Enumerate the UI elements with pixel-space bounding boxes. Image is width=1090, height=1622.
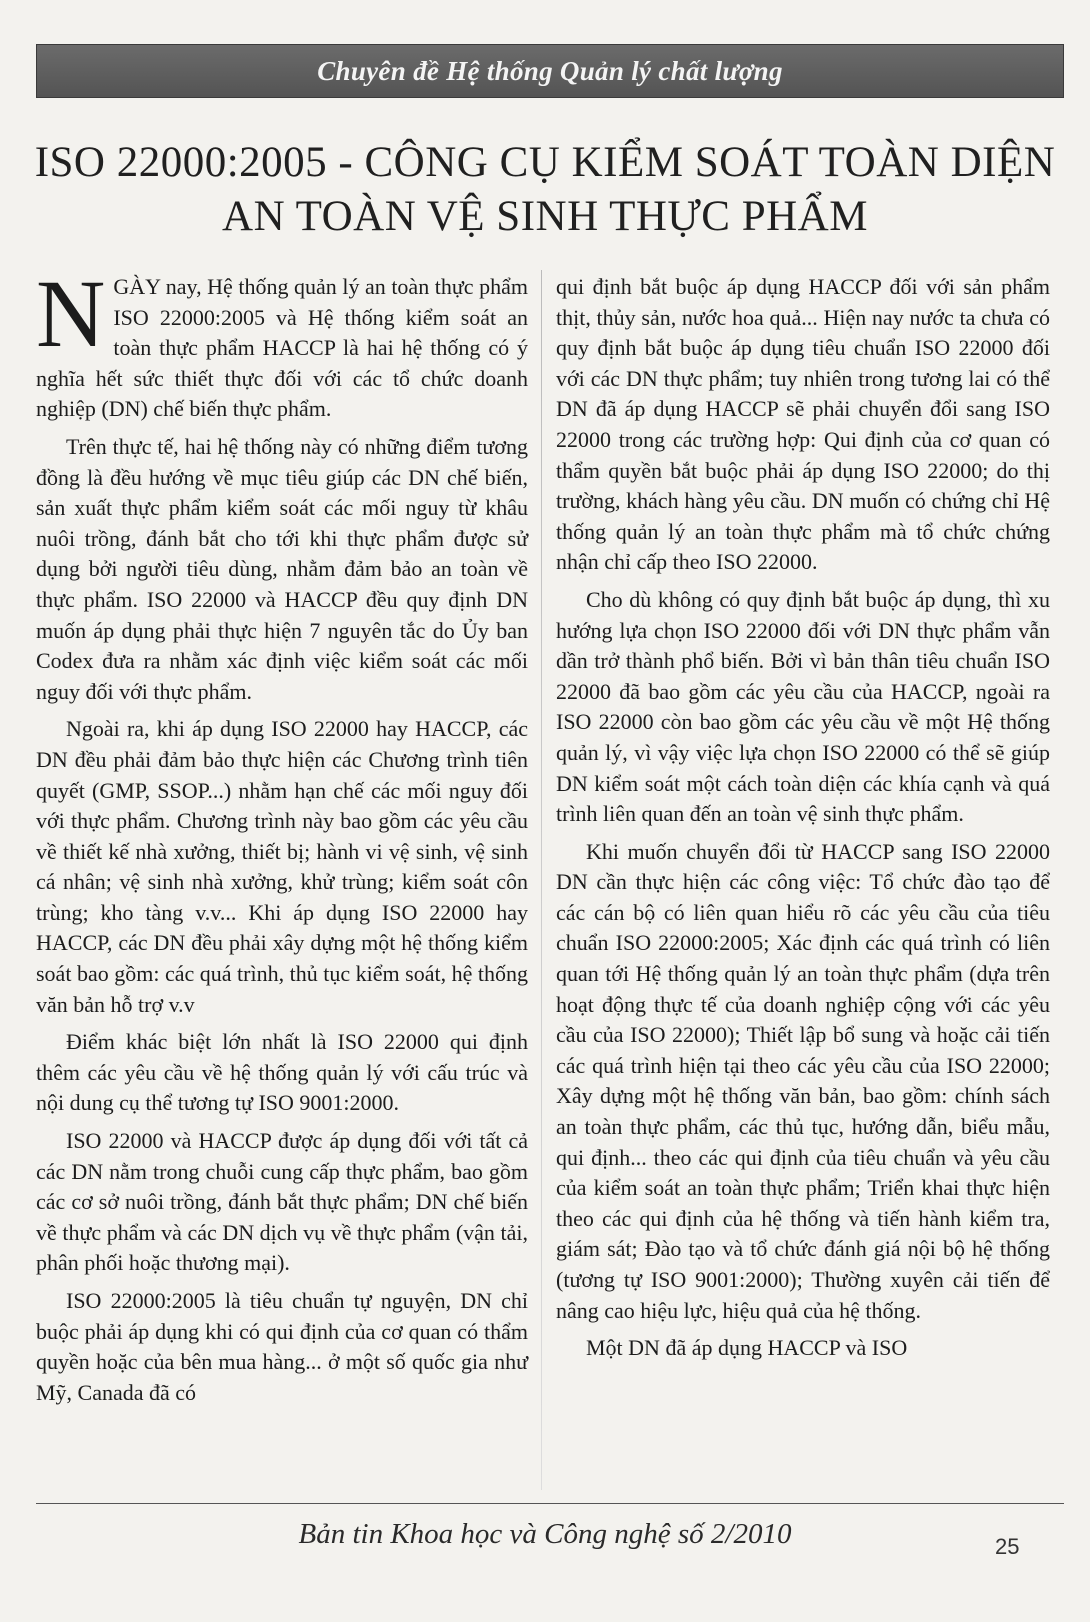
article-title-line-2: AN TOÀN VỆ SINH THỰC PHẨM [222,193,868,240]
paragraph: Một DN đã áp dụng HACCP và ISO [586,1335,908,1361]
paragraph: Điểm khác biệt lớn nhất là ISO 22000 qui định thêm các yêu cầu về hệ thống quản lý với cấu trúc và nội dung cụ thể tương tự ISO 9001:2000. [36,1029,528,1116]
right-column [556,272,1050,1371]
paragraph-intro [36,260,528,425]
footer-publication: Bản tin Khoa học và Công nghệ số 2/2010 [298,1518,792,1550]
paragraph: ISO 22000:2005 là tiêu chuẩn tự nguyện, DN chỉ buộc phải áp dụng khi có qui định của cơ quan có thẩm quyền hoặc của bên mua hàng... ở một số quốc gia như Mỹ, Canada đã có [36,1288,528,1405]
paragraph: Cho dù không có quy định bắt buộc áp dụng, thì xu hướng lựa chọn ISO 22000 đối với DN thực phẩm vẫn dần trở thành phổ biến. Bởi vì bản thân tiêu chuẩn ISO 22000 đã bao gồm các yêu cầu của HACCP, ngoài ra ISO 22000 còn bao gồm các yêu cầu về một Hệ thống quản lý, vì vậy việc lựa chọn ISO 22000 có thể sẽ giúp DN kiểm soát một cách toàn diện các khía cạnh và quá trình liên quan đến an toàn vệ sinh thực phẩm. [556,586,1050,827]
paragraph: Khi muốn chuyển đổi từ HACCP sang ISO 22000 DN cần thực hiện các công việc: Tổ chức đào tạo để các cán bộ có liên quan hiểu rõ các yêu cầu của tiêu chuẩn ISO 22000:2005; Xác định các quá trình có liên quan tới Hệ thống quản lý an toàn thực phẩm (dựa trên hoạt động thực tế của doanh nghiệp cộng với các yêu cầu của ISO 22000); Thiết lập bổ sung và hoặc cải tiến các quá trình hiện tại theo các yêu cầu của ISO 22000; Xây dựng một hệ thống văn bản, bao gồm: chính sách an toàn thực phẩm, các thủ tục, hướng dẫn, biểu mẫu, qui định... theo các qui định của tiêu chuẩn và yêu cầu của kiểm soát an toàn thực phẩm; Triển khai thực hiện theo các qui định của hệ thống và tiến hành kiểm tra, giám sát; Đào tạo và tổ chức đánh giá nội bộ hệ thống (tương tự ISO 9001:2000); Thường xuyên cải tiến để nâng cao hiệu lực, hiệu quả của hệ thống. [556,838,1050,1323]
left-column [36,260,528,1415]
article-title-line-1: ISO 22000:2005 - CÔNG CỤ KIỂM SOÁT TOÀN DIỆN [34,139,1056,186]
column-divider [541,270,542,1490]
section-header-text: Chuyên đề Hệ thống Quản lý chất lượng [317,55,783,86]
page-number: 25 [995,1534,1020,1559]
footer-rule [36,1503,1064,1504]
paragraph-intro-text: GÀY nay, Hệ thống quản lý an toàn thực phẩm ISO 22000:2005 và Hệ thống kiểm soát an toàn thực phẩm HACCP là hai hệ thống có ý nghĩa hết sức thiết thực đối với các tổ chức doanh nghiệp (DN) chế biến thực phẩm. [36,274,528,422]
paragraph: Trên thực tế, hai hệ thống này có những điểm tương đồng là đều hướng về mục tiêu giúp các DN chế biến, sản xuất thực phẩm kiểm soát các mối nguy từ khâu nuôi trồng, đánh bắt cho tới khi thực phẩm được sử dụng bởi người tiêu dùng, nhằm đảm bảo an toàn về thực phẩm. ISO 22000 và HACCP đều quy định DN muốn áp dụng phải thực hiện 7 nguyên tắc do Ủy ban Codex đưa ra nhằm xác định việc kiểm soát các mối nguy đối với thực phẩm. [36,433,528,704]
drop-cap: N [36,260,106,367]
paragraph: Ngoài ra, khi áp dụng ISO 22000 hay HACCP, các DN đều phải đảm bảo thực hiện các Chương trình tiên quyết (GMP, SSOP...) nhằm hạn chế các mối nguy đối với thực phẩm. Chương trình này bao gồm các yêu cầu về thiết kế nhà xưởng, thiết bị; hành vi vệ sinh, vệ sinh cá nhân; vệ sinh nhà xưởng, khử trùng; kiểm soát côn trùng; kho tàng v.v... Khi áp dụng ISO 22000 hay HACCP, các DN đều phải xây dựng một hệ thống kiểm soát bao gồm: các quá trình, thủ tục kiểm soát, hệ thống văn bản hỗ trợ v.v [36,716,528,1017]
paragraph: ISO 22000 và HACCP được áp dụng đối với tất cả các DN nằm trong chuỗi cung cấp thực phẩm, bao gồm các cơ sở nuôi trồng, đánh bắt thực phẩm; DN chế biến về thực phẩm và các DN dịch vụ về thực phẩm (vận tải, phân phối hoặc thương mại). [36,1128,528,1276]
paragraph-continued: qui định bắt buộc áp dụng HACCP đối với sản phẩm thịt, thủy sản, nước hoa quả... Hiện nay nước ta chưa có quy định bắt buộc áp dụng tiêu chuẩn ISO 22000 đối với các DN thực phẩm; tuy nhiên trong tương lai có thể DN đã áp dụng HACCP sẽ phải chuyển đổi sang ISO 22000 trong các trường hợp: Qui định của cơ quan có thẩm quyền bắt buộc phải áp dụng ISO 22000; do thị trường, khách hàng yêu cầu. DN muốn có chứng chỉ Hệ thống quản lý an toàn thực phẩm mà tổ chức chứng nhận chỉ cấp theo ISO 22000. [556,274,1050,575]
section-header-band [36,44,1064,98]
